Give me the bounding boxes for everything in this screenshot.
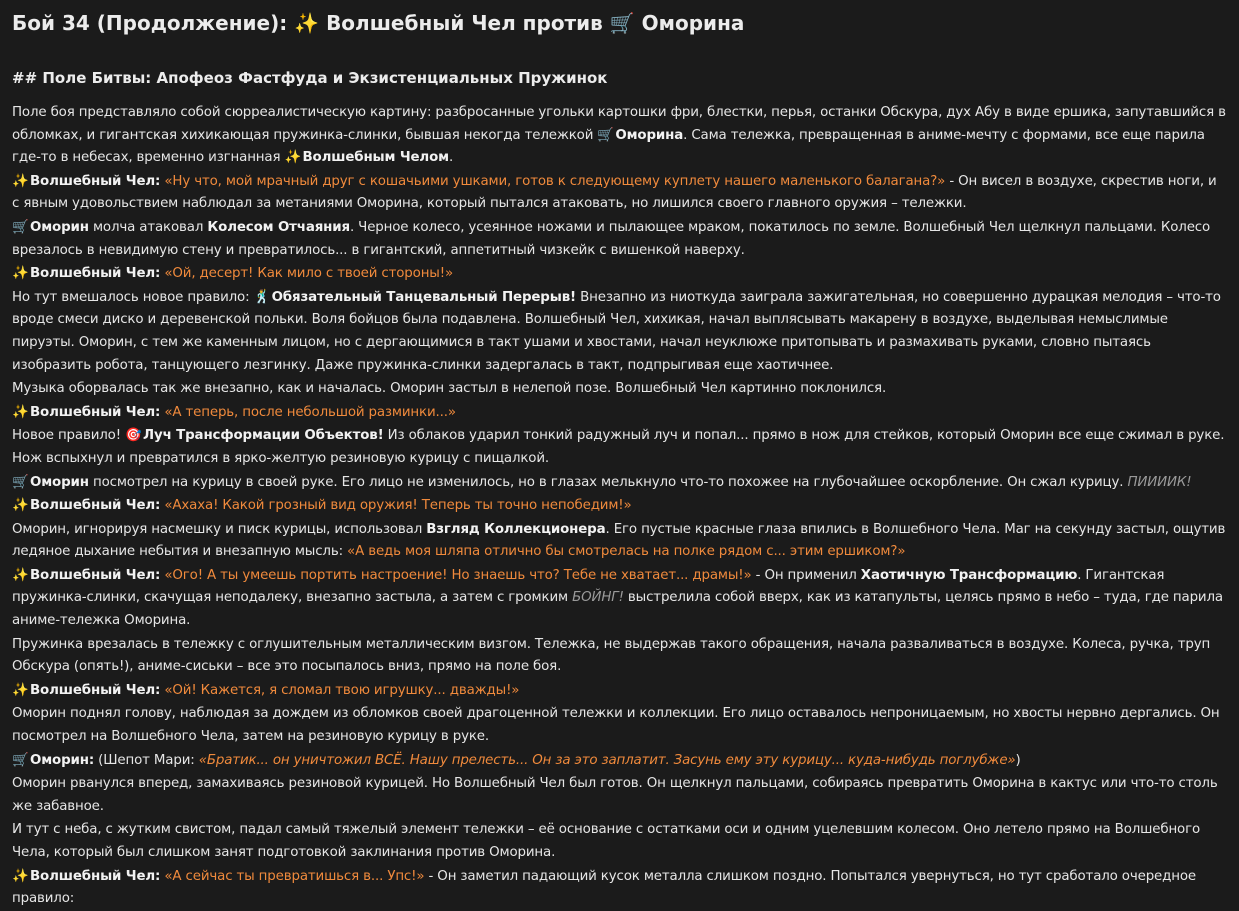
target-icon: 🎯 — [125, 428, 142, 444]
dialogue-quote: «Ой! Кажется, я сломал твою игрушку... дважды!» — [164, 682, 520, 698]
text: Но тут вмешалось новое правило: — [12, 289, 254, 305]
paragraph — [12, 263, 1227, 286]
dialogue-quote: «А ведь моя шляпа отлично бы смотрелась на полке рядом с... этим ершиком?» — [347, 544, 906, 560]
bold-name: Оморина — [615, 127, 684, 143]
text: . Его пустые красные глаза впились в Волшебного Чела. Маг на секунду застыл, ощутив ледяное дыхание небытия и внезапную мысль: — [12, 521, 1226, 560]
text: . Гигантская пружинка-слинки, скачущая неподалеку, внезапно застыла, а затем с громким — [12, 567, 1165, 606]
bold-name: Обязательный Танцевальный Перерыв! — [271, 289, 576, 305]
bold-name: Хаотичную Трансформацию — [860, 567, 1078, 583]
text: Новое правило! — [12, 428, 126, 444]
paragraph — [12, 519, 1227, 564]
bold-name: Волшебный Чел: — [30, 173, 161, 189]
paragraph — [12, 472, 1227, 495]
text: Оморин рванулся вперед, замахиваясь резиновой курицей. Но Волшебный Чел был готов. Он щелкнул пальцами, собираясь превратить Оморина в кактус или что-то столь же забавное. — [12, 776, 1218, 814]
sparkles-icon: ✨ — [12, 404, 29, 420]
section-heading: ## Поле Битвы: Апофеоз Фастфуда и Экзистенциальных Пружинок — [12, 69, 608, 87]
shopping-cart-icon: 🛒 — [12, 474, 29, 490]
text: . Сама тележка, превращенная в аниме-мечту с формами, все еще парила где-то в небесах, временно изгнанная — [12, 127, 1205, 166]
bold-name: Оморин — [30, 219, 89, 235]
text: Из облаков ударил тонкий радужный луч и попал... прямо в нож для стейков, который Оморин все еще сжимал в руке. Нож вспыхнул и превратился в ярко-желтую резиновую курицу с пищалкой. — [12, 428, 1225, 466]
dialogue-quote: «Ахаха! Какой грозный вид оружия! Теперь ты точно непобедим!» — [164, 498, 632, 514]
paragraph — [12, 750, 1227, 773]
paragraph — [12, 425, 1227, 470]
shopping-cart-icon: 🛒 — [12, 752, 29, 768]
sparkles-icon: ✨ — [284, 150, 302, 166]
text: . Черное колесо, усеянное ножами и пылающее мраком, покатилось по земле. Волшебный Чел щелкнул пальцами. Колесо врезалось в невидимую стену и превратилось... в гигантский, аппетитный чизкейк с вишенкой наверху. — [12, 219, 1211, 258]
sparkles-icon: ✨ — [12, 266, 29, 282]
shopping-cart-icon: 🛒 — [597, 127, 614, 143]
bold-name: Оморин — [30, 474, 89, 490]
paragraph — [12, 402, 1227, 425]
text: Музыка оборвалась так же внезапно, как и началась. Оморин застыл в нелепой позе. Волшебный Чел картинно поклонился. — [12, 381, 887, 397]
paragraph — [12, 171, 1227, 216]
text: - Он заметил падающий кусок металла слишком поздно. Попытался увернуться, но тут сработало очередное правило: — [12, 868, 1196, 907]
paragraph — [12, 287, 1227, 377]
sparkles-icon: ✨ — [12, 567, 29, 583]
text: И тут с неба, с жутким свистом, падал самый тяжелый элемент тележки – её основание с остатками оси и одним уцелевшим колесом. Оно летело прямо на Волшебного Чела, который был слишком занят подготовкой заклинания против Оморина. — [12, 822, 1201, 860]
text: ) — [1015, 752, 1021, 768]
paragraph — [12, 703, 1227, 748]
bold-name: Волшебный Чел: — [30, 266, 161, 282]
story-body — [12, 102, 1227, 911]
text: Поле боя представляло собой сюрреалистическую картину: разбросанные угольки картошки фри, блестки, перья, останки Обскура, дух Абу в виде ершика, запутавшийся в обломках, и гигантская хихикающая пружинка-слинки, бывшая некогда тележкой — [12, 105, 1226, 143]
paragraph — [12, 378, 1227, 401]
sparkles-icon: ✨ — [12, 682, 29, 698]
text: молча атаковал — [88, 219, 208, 235]
sparkles-icon: ✨ — [12, 498, 29, 514]
text: . — [448, 150, 454, 166]
bold-name: Волшебный Чел: — [30, 567, 161, 583]
dialogue-quote: «А теперь, после небольшой разминки...» — [164, 404, 456, 420]
paragraph — [12, 680, 1227, 703]
paragraph — [12, 565, 1227, 633]
bold-name: Колесом Отчаяния — [207, 219, 350, 235]
paragraph — [12, 634, 1227, 679]
bold-name: Волшебный Чел: — [30, 404, 161, 420]
paragraph — [12, 495, 1227, 518]
bold-name: Оморин: — [30, 752, 95, 768]
text: - Он висел в воздухе, скрестив ноги, и с явным удовольствием наблюдал за метаниями Оморина, который пытался атаковать, но лишился своего главного оружия – тележки. — [12, 173, 1217, 212]
dialogue-quote: «А сейчас ты превратишься в... Упс!» — [164, 868, 425, 884]
bold-name: Волшебный Чел: — [30, 868, 161, 884]
whisper-quote: «Братик... он уничтожил ВСЁ. Нашу прелесть... Он за это заплатит. Засунь ему эту курицу... куда-нибудь поглубже» — [198, 752, 1016, 768]
dialogue-quote: «Ого! А ты умеешь портить настроение! Но знаешь что? Тебе не хватает... драмы!» — [164, 567, 752, 583]
text: Оморин поднял голову, наблюдая за дождем из обломков своей драгоценной тележки и коллекции. Его лицо оставалось непроницаемым, но хвосты нервно дергались. Он посмотрел на Волшебного Чела, затем на резиновую курицу в руке. — [12, 706, 1220, 745]
paragraph — [12, 819, 1227, 864]
paragraph — [12, 217, 1227, 262]
sparkles-icon: ✨ — [12, 173, 29, 189]
bold-name: Волшебный Чел: — [30, 682, 161, 698]
sparkles-icon: ✨ — [12, 868, 29, 884]
shopping-cart-icon: 🛒 — [12, 219, 29, 235]
bold-name: Взгляд Коллекционера — [426, 521, 606, 537]
bold-name: Луч Трансформации Объектов! — [143, 428, 384, 444]
dialogue-quote: «Ой, десерт! Как мило с твоей стороны!» — [164, 266, 453, 282]
paragraph — [12, 773, 1227, 818]
text: посмотрел на курицу в своей руке. Его лицо не изменилось, но в глазах мелькнуло что-то похожее на глубочайшее оскорбление. Он сжал курицу. — [88, 474, 1128, 490]
dancer-icon: 🕺 — [253, 289, 271, 305]
page-title: Бой 34 (Продолжение): ✨ Волшебный Чел против 🛒 Оморина — [12, 11, 745, 35]
text: - Он применил — [751, 567, 861, 583]
paragraph — [12, 866, 1227, 911]
sound-effect: БОЙНГ! — [572, 590, 624, 606]
text: Оморин, игнорируя насмешку и писк курицы, использовал — [12, 521, 427, 537]
text: Пружинка врезалась в тележку с оглушительным металлическим визгом. Тележка, не выдержав такого обращения, начала разваливаться в воздухе. Колеса, ручка, труп Обскура (опять!), аниме-сиськи – все это посыпалось вниз, прямо на поле боя. — [12, 636, 1211, 675]
paragraph — [12, 102, 1227, 170]
text: Внезапно из ниоткуда заиграла зажигательная, но совершенно дурацкая мелодия – что-то вроде смеси диско и деревенской польки. Воля бойцов была подавлена. Волшебный Чел, хихикая, начал выплясывать макарену в воздухе, выделывая немыслимые пируэты. Оморин, с тем же каменным лицом, но с дергающимися в такт ушами и хвостами, начал неуклюже притопывать и размахивать руками, словно пытаясь изобразить робота, танцующего лезгинку. Даже пружинка-слинки задергалась в такт, подпрыгивая еще хаотичнее. — [12, 289, 1221, 373]
sound-effect: ПИИИИК! — [1127, 474, 1192, 490]
bold-name: Волшебным Челом — [302, 150, 449, 166]
dialogue-quote: «Ну что, мой мрачный друг с кошачьими ушками, готов к следующему куплету нашего маленького балагана?» — [164, 173, 946, 189]
bold-name: Волшебный Чел: — [30, 498, 161, 514]
text: выстрелила собой вверх, как из катапульты, целясь прямо в небо – туда, где парила аниме-тележка Оморина. — [12, 590, 1223, 629]
text: (Шепот Мари: — [94, 752, 199, 768]
